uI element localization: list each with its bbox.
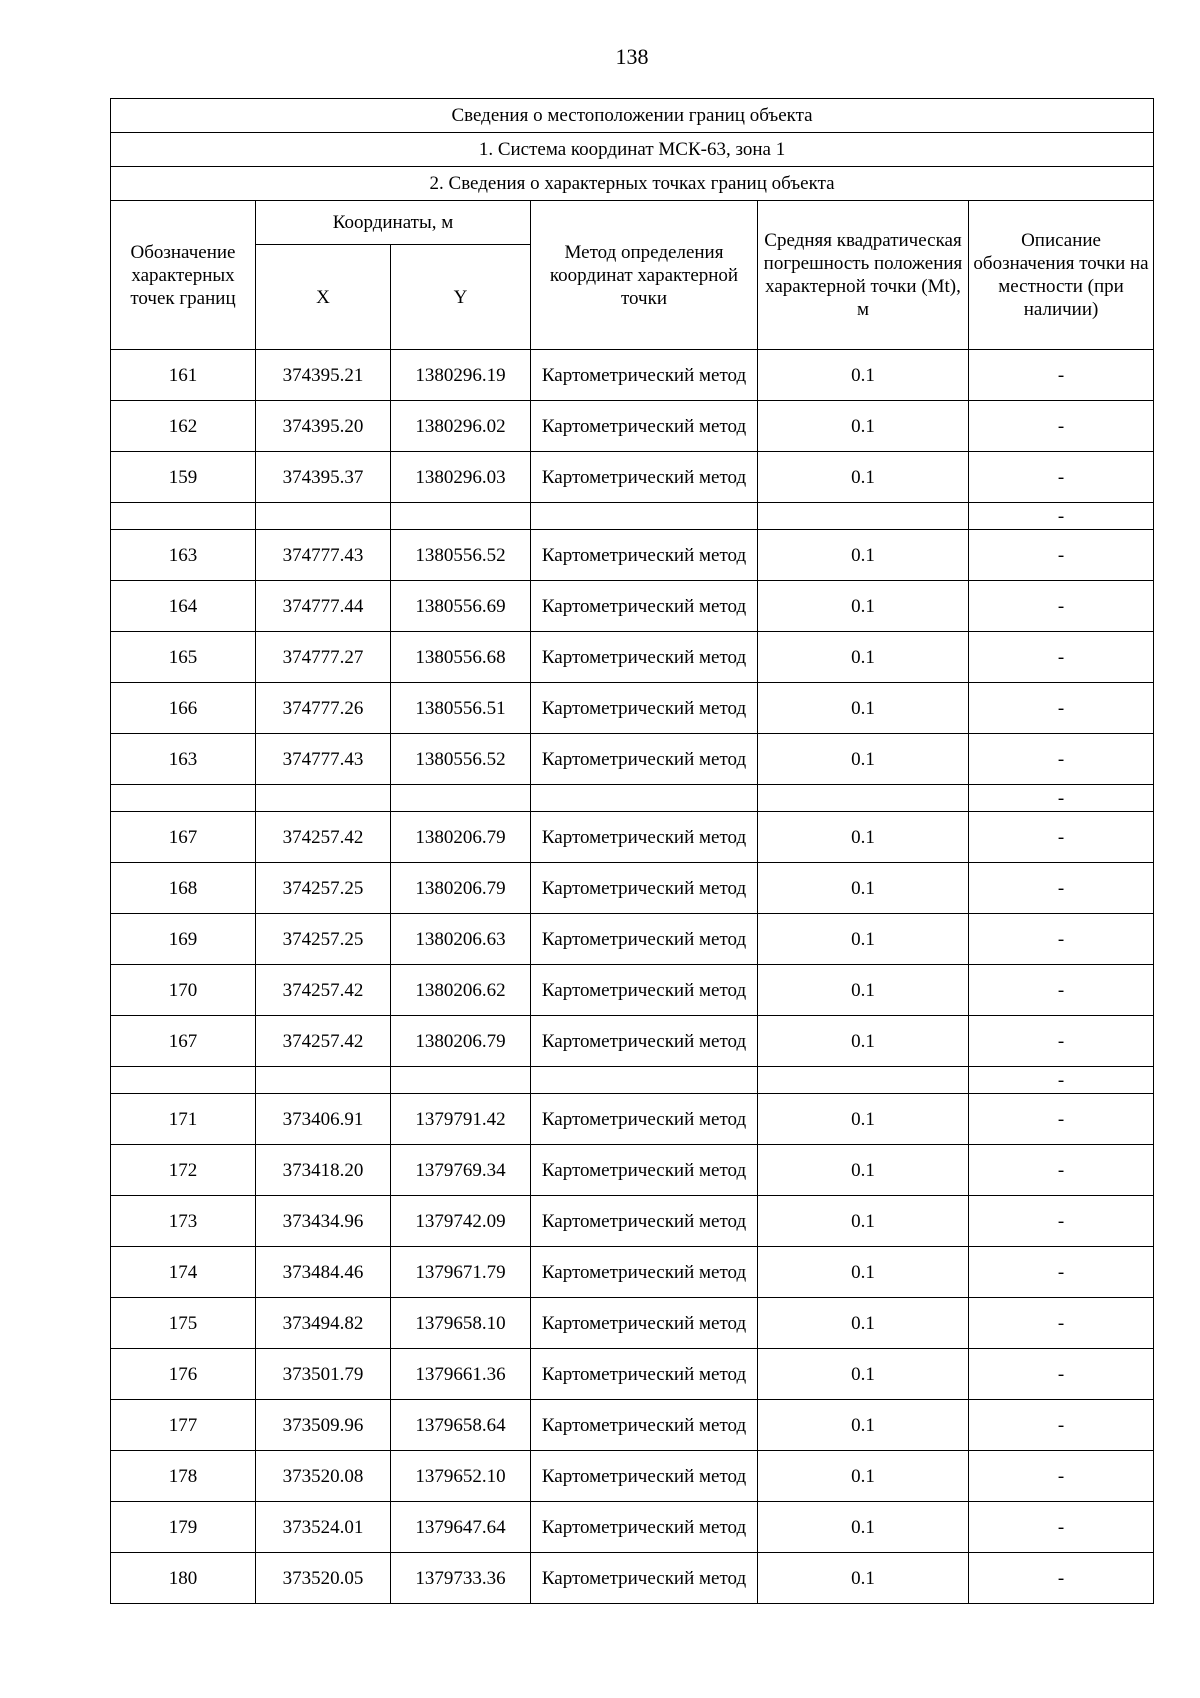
x-cell: 374257.25 [256, 914, 391, 965]
y-cell: 1379658.64 [391, 1400, 531, 1451]
point-cell: 167 [111, 1016, 256, 1067]
x-cell: 373406.91 [256, 1094, 391, 1145]
point-cell: 172 [111, 1145, 256, 1196]
table-row [111, 914, 1154, 965]
method-cell: Картометрический метод [531, 914, 758, 965]
method-cell: Картометрический метод [531, 965, 758, 1016]
point-cell: 161 [111, 350, 256, 401]
y-cell: 1380296.19 [391, 350, 531, 401]
boundary-points-table [110, 98, 1154, 1604]
description-cell: - [969, 1451, 1154, 1502]
x-cell: 373484.46 [256, 1247, 391, 1298]
description-cell: - [969, 785, 1154, 812]
y-cell: 1379742.09 [391, 1196, 531, 1247]
description-cell: - [969, 1349, 1154, 1400]
header-designation: Обозначение характерных точек границ [111, 201, 256, 350]
point-cell: 164 [111, 581, 256, 632]
header-description: Описание обозначения точки на местности (при наличии) [969, 201, 1154, 350]
point-cell: 163 [111, 734, 256, 785]
error-cell: 0.1 [758, 401, 969, 452]
y-cell: 1379661.36 [391, 1349, 531, 1400]
description-cell: - [969, 683, 1154, 734]
x-cell [256, 1067, 391, 1094]
point-cell: 165 [111, 632, 256, 683]
description-cell: - [969, 503, 1154, 530]
error-cell: 0.1 [758, 350, 969, 401]
method-cell: Картометрический метод [531, 1145, 758, 1196]
y-cell: 1380556.69 [391, 581, 531, 632]
error-cell: 0.1 [758, 734, 969, 785]
description-cell: - [969, 1400, 1154, 1451]
error-cell: 0.1 [758, 1451, 969, 1502]
table-title: Сведения о местоположении границ объекта [111, 99, 1154, 133]
table-row [111, 401, 1154, 452]
y-cell: 1379733.36 [391, 1553, 531, 1604]
point-cell: 179 [111, 1502, 256, 1553]
y-cell: 1380296.02 [391, 401, 531, 452]
table-row [111, 452, 1154, 503]
x-cell: 373434.96 [256, 1196, 391, 1247]
table-row [111, 1145, 1154, 1196]
page-number: 138 [615, 44, 649, 69]
point-cell [111, 1067, 256, 1094]
y-cell: 1380206.63 [391, 914, 531, 965]
table-title-row [111, 99, 1154, 133]
point-cell: 166 [111, 683, 256, 734]
table-row [111, 1298, 1154, 1349]
x-cell: 374395.21 [256, 350, 391, 401]
y-cell: 1380556.51 [391, 683, 531, 734]
error-cell: 0.1 [758, 1196, 969, 1247]
y-cell: 1380296.03 [391, 452, 531, 503]
y-cell: 1380206.79 [391, 1016, 531, 1067]
x-cell: 373520.05 [256, 1553, 391, 1604]
description-cell: - [969, 530, 1154, 581]
x-cell: 374777.27 [256, 632, 391, 683]
x-cell: 374257.25 [256, 863, 391, 914]
description-cell: - [969, 734, 1154, 785]
error-cell: 0.1 [758, 683, 969, 734]
description-cell: - [969, 1298, 1154, 1349]
y-cell: 1379647.64 [391, 1502, 531, 1553]
method-cell: Картометрический метод [531, 350, 758, 401]
error-cell: 0.1 [758, 1553, 969, 1604]
points-section-title: 2. Сведения о характерных точках границ объекта [111, 167, 1154, 201]
error-cell: 0.1 [758, 1094, 969, 1145]
coordinate-system: 1. Система координат МСК-63, зона 1 [111, 133, 1154, 167]
point-cell: 180 [111, 1553, 256, 1604]
table-row [111, 683, 1154, 734]
description-cell: - [969, 1502, 1154, 1553]
x-cell: 373524.01 [256, 1502, 391, 1553]
description-cell: - [969, 1016, 1154, 1067]
y-cell: 1379791.42 [391, 1094, 531, 1145]
point-cell: 175 [111, 1298, 256, 1349]
error-cell: 0.1 [758, 530, 969, 581]
points-section-row [111, 167, 1154, 201]
table-row [111, 812, 1154, 863]
table-row [111, 1451, 1154, 1502]
table-row [111, 350, 1154, 401]
header-error: Средняя квадратическая погрешность положения характерной точки (Mt), м [758, 201, 969, 350]
method-cell: Картометрический метод [531, 1349, 758, 1400]
method-cell: Картометрический метод [531, 1502, 758, 1553]
x-cell: 374395.20 [256, 401, 391, 452]
separator-row [111, 785, 1154, 812]
point-cell: 163 [111, 530, 256, 581]
table-row [111, 632, 1154, 683]
table-row [111, 1400, 1154, 1451]
table-row [111, 965, 1154, 1016]
error-cell: 0.1 [758, 1016, 969, 1067]
error-cell: 0.1 [758, 632, 969, 683]
description-cell: - [969, 863, 1154, 914]
method-cell [531, 503, 758, 530]
y-cell: 1380556.52 [391, 530, 531, 581]
point-cell: 176 [111, 1349, 256, 1400]
table-row [111, 581, 1154, 632]
point-cell: 173 [111, 1196, 256, 1247]
error-cell: 0.1 [758, 581, 969, 632]
y-cell: 1379769.34 [391, 1145, 531, 1196]
method-cell [531, 785, 758, 812]
y-cell: 1380556.68 [391, 632, 531, 683]
y-cell: 1379652.10 [391, 1451, 531, 1502]
error-cell: 0.1 [758, 1502, 969, 1553]
separator-row [111, 1067, 1154, 1094]
error-cell [758, 503, 969, 530]
description-cell: - [969, 812, 1154, 863]
error-cell: 0.1 [758, 914, 969, 965]
y-cell: 1379658.10 [391, 1298, 531, 1349]
header-coordinates: Координаты, м [256, 201, 531, 245]
header-y: Y [391, 245, 531, 350]
error-cell: 0.1 [758, 965, 969, 1016]
x-cell: 374777.44 [256, 581, 391, 632]
coordinate-system-row [111, 133, 1154, 167]
error-cell [758, 1067, 969, 1094]
table-row [111, 1247, 1154, 1298]
point-cell: 174 [111, 1247, 256, 1298]
table-row [111, 1094, 1154, 1145]
x-cell: 374777.43 [256, 530, 391, 581]
error-cell: 0.1 [758, 452, 969, 503]
method-cell [531, 1067, 758, 1094]
error-cell: 0.1 [758, 812, 969, 863]
method-cell: Картометрический метод [531, 401, 758, 452]
description-cell: - [969, 914, 1154, 965]
description-cell: - [969, 1196, 1154, 1247]
y-cell [391, 1067, 531, 1094]
point-cell: 177 [111, 1400, 256, 1451]
method-cell: Картометрический метод [531, 1196, 758, 1247]
separator-row [111, 503, 1154, 530]
method-cell: Картометрический метод [531, 632, 758, 683]
table-row [111, 1502, 1154, 1553]
description-cell: - [969, 632, 1154, 683]
point-cell [111, 785, 256, 812]
point-cell: 159 [111, 452, 256, 503]
x-cell: 374395.37 [256, 452, 391, 503]
table-row [111, 1349, 1154, 1400]
y-cell: 1380556.52 [391, 734, 531, 785]
method-cell: Картометрический метод [531, 812, 758, 863]
y-cell [391, 785, 531, 812]
method-cell: Картометрический метод [531, 530, 758, 581]
method-cell: Картометрический метод [531, 581, 758, 632]
y-cell: 1380206.79 [391, 863, 531, 914]
error-cell: 0.1 [758, 1145, 969, 1196]
description-cell: - [969, 452, 1154, 503]
header-x: X [256, 245, 391, 350]
x-cell: 373509.96 [256, 1400, 391, 1451]
point-cell: 178 [111, 1451, 256, 1502]
x-cell: 373520.08 [256, 1451, 391, 1502]
table-row [111, 863, 1154, 914]
description-cell: - [969, 1553, 1154, 1604]
error-cell [758, 785, 969, 812]
method-cell: Картометрический метод [531, 1016, 758, 1067]
description-cell: - [969, 350, 1154, 401]
x-cell: 373501.79 [256, 1349, 391, 1400]
description-cell: - [969, 1247, 1154, 1298]
table-row [111, 1553, 1154, 1604]
method-cell: Картометрический метод [531, 1400, 758, 1451]
error-cell: 0.1 [758, 863, 969, 914]
error-cell: 0.1 [758, 1298, 969, 1349]
description-cell: - [969, 965, 1154, 1016]
header-method: Метод определения координат характерной точки [531, 201, 758, 350]
error-cell: 0.1 [758, 1247, 969, 1298]
x-cell: 374257.42 [256, 965, 391, 1016]
point-cell: 170 [111, 965, 256, 1016]
point-cell: 171 [111, 1094, 256, 1145]
description-cell: - [969, 1094, 1154, 1145]
point-cell: 162 [111, 401, 256, 452]
point-cell: 168 [111, 863, 256, 914]
y-cell: 1380206.62 [391, 965, 531, 1016]
x-cell [256, 785, 391, 812]
y-cell [391, 503, 531, 530]
method-cell: Картометрический метод [531, 1247, 758, 1298]
table-row [111, 1196, 1154, 1247]
table-row [111, 530, 1154, 581]
table-row [111, 1016, 1154, 1067]
method-cell: Картометрический метод [531, 1553, 758, 1604]
error-cell: 0.1 [758, 1349, 969, 1400]
point-cell [111, 503, 256, 530]
x-cell: 374257.42 [256, 812, 391, 863]
x-cell: 373418.20 [256, 1145, 391, 1196]
description-cell: - [969, 581, 1154, 632]
method-cell: Картометрический метод [531, 452, 758, 503]
x-cell: 374257.42 [256, 1016, 391, 1067]
error-cell: 0.1 [758, 1400, 969, 1451]
x-cell: 374777.43 [256, 734, 391, 785]
method-cell: Картометрический метод [531, 734, 758, 785]
method-cell: Картометрический метод [531, 1298, 758, 1349]
y-cell: 1380206.79 [391, 812, 531, 863]
method-cell: Картометрический метод [531, 1094, 758, 1145]
x-cell: 374777.26 [256, 683, 391, 734]
method-cell: Картометрический метод [531, 863, 758, 914]
description-cell: - [969, 1145, 1154, 1196]
header-row-1 [111, 201, 1154, 245]
point-cell: 167 [111, 812, 256, 863]
method-cell: Картометрический метод [531, 683, 758, 734]
method-cell: Картометрический метод [531, 1451, 758, 1502]
x-cell [256, 503, 391, 530]
description-cell: - [969, 401, 1154, 452]
point-cell: 169 [111, 914, 256, 965]
y-cell: 1379671.79 [391, 1247, 531, 1298]
x-cell: 373494.82 [256, 1298, 391, 1349]
description-cell: - [969, 1067, 1154, 1094]
table-row [111, 734, 1154, 785]
